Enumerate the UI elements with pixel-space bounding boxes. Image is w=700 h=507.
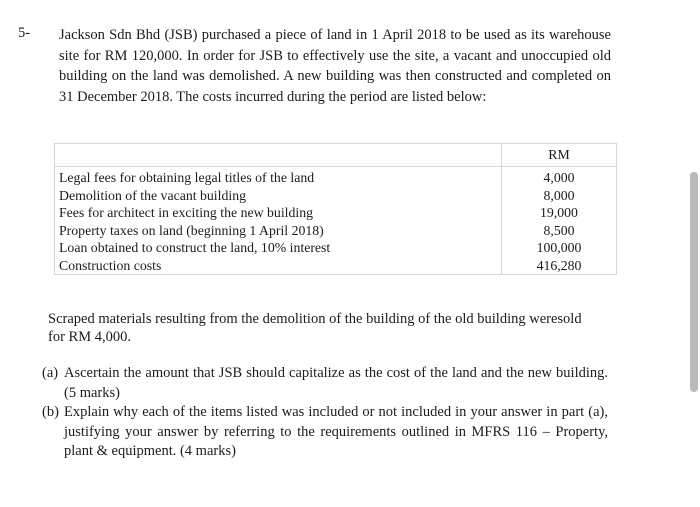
currency-header: RM (502, 144, 617, 167)
cost-amount: 19,000 (502, 204, 617, 222)
part-a-label: (a) (42, 365, 59, 381)
question-intro: Jackson Sdn Bhd (JSB) purchased a piece of land in 1 April 2018 to be used as its warehouse site for RM 120,000. In order for JSB to effectively use the site, a vacant and unoccupied old building on the land was demolished. A new building was then constructed and completed on 31 December 2018. The costs incurred during the period are listed below: (59, 27, 611, 105)
vertical-scrollbar[interactable] (690, 172, 698, 392)
table-row (55, 187, 617, 205)
table-header-blank (55, 144, 502, 167)
cost-item: Fees for architect in exciting the new building (55, 204, 502, 222)
cost-amount: 8,000 (502, 187, 617, 205)
table-row (55, 222, 617, 240)
part-b-text: Explain why each of the items listed was included or not included in your answer in part (a), justifying your answer by referring to the requirements outlined in MFRS 116 – Property, plant & equipment. (4 marks) (64, 404, 608, 459)
cost-item: Loan obtained to construct the land, 10% interest (55, 239, 502, 257)
cost-amount: 100,000 (502, 239, 617, 257)
cost-item: Property taxes on land (beginning 1 April 2018) (55, 222, 502, 240)
costs-table (54, 143, 617, 275)
cost-amount: 416,280 (502, 257, 617, 275)
cost-item: Legal fees for obtaining legal titles of the land (55, 167, 502, 187)
table-row (55, 257, 617, 275)
cost-item: Demolition of the vacant building (55, 187, 502, 205)
table-row (55, 167, 617, 187)
cost-item: Construction costs (55, 257, 502, 275)
part-a (42, 364, 608, 403)
part-a-text: Ascertain the amount that JSB should capitalize as the cost of the land and the new building.(5 marks) (64, 365, 608, 401)
table-row (55, 204, 617, 222)
table-header-row (55, 144, 617, 167)
cost-amount: 8,500 (502, 222, 617, 240)
part-b-label: (b) (42, 404, 59, 420)
scrap-materials-note: Scraped materials resulting from the demolition of the building of the old building weresold for RM 4,000. (48, 311, 582, 345)
table-row (55, 239, 617, 257)
question-number: 5- (18, 25, 31, 41)
cost-amount: 4,000 (502, 167, 617, 187)
part-b (42, 403, 608, 462)
